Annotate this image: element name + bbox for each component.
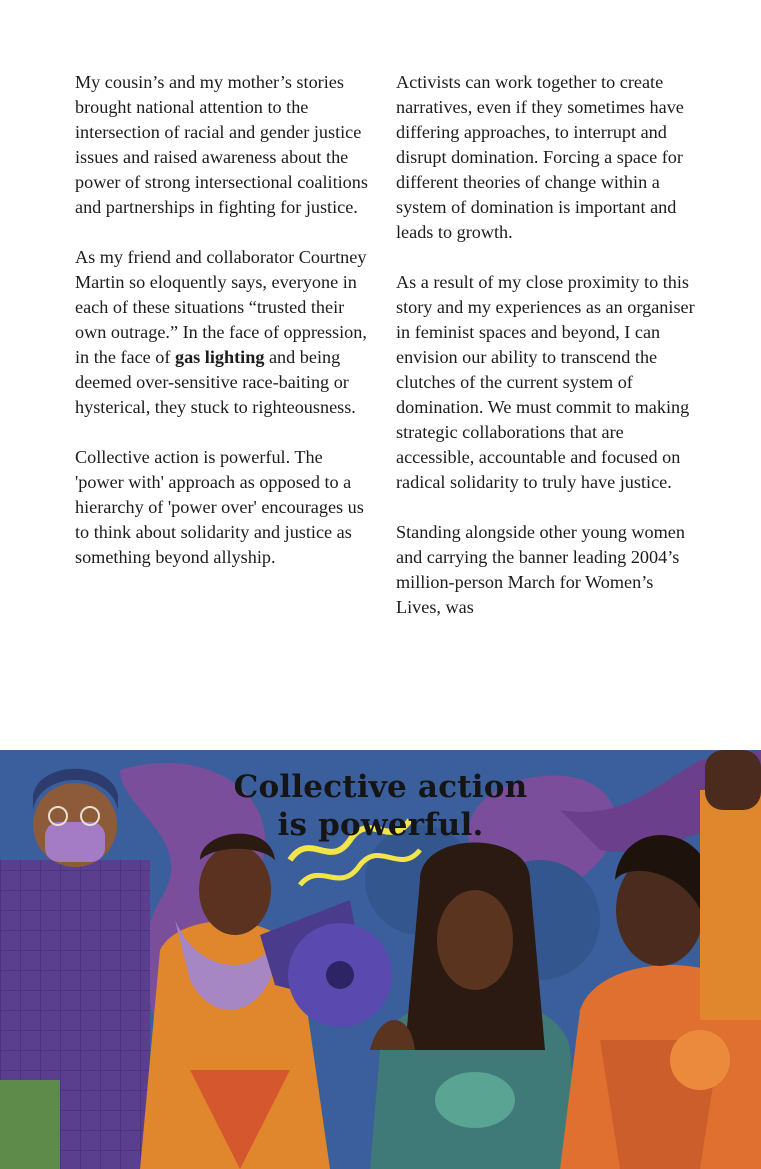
left-paragraph-3: Collective action is powerful. The 'power with' approach as opposed to a hierarchy of 'power over' encourages us to think about solidarity and justice as something beyond allyship. <box>75 447 364 567</box>
megaphone-center <box>326 961 354 989</box>
left-paragraph-2 <box>75 245 375 420</box>
left-pants <box>0 1080 60 1169</box>
left-paragraph-2-start: As my friend and collaborator Courtney Martin so eloquently says, everyone in each of these situations “trusted their own outrage.” In the face of oppression, in the face of <box>75 247 367 367</box>
gas-lighting-emphasis: gas lighting <box>174 347 265 367</box>
megaphone-person-face <box>199 845 271 935</box>
headline-line-1: Collective action <box>233 769 528 805</box>
center-woman-face <box>437 890 513 990</box>
right-paragraph-2: As a result of my close proximity to this story and my experiences as an organiser in feminist spaces and beyond, I can envision our ability to transcend the clutches of the current system of domination. We must commit to making strategic collaborations that are accessible, accountable and focused on radical solidarity to truly have justice. <box>396 272 695 492</box>
right-paragraph-1: Activists can work together to create narratives, even if they sometimes have differing approaches, to interrupt and disrupt domination. Forcing a space for different theories of change within a system of domination is important and leads to growth. <box>396 72 684 242</box>
illustration-headline <box>0 768 761 844</box>
left-paragraph-2-end: and being deemed over-sensitive race-baiting or hysterical, they stuck to righteousness. <box>75 347 356 417</box>
right-paragraph-3: Standing alongside other young women and carrying the banner leading 2004’s million-person March for Women’s Lives, was <box>396 522 685 617</box>
left-paragraph-1: My cousin’s and my mother’s stories brought national attention to the intersection of racial and gender justice issues and raised awareness about the power of strong intersectional coalitions and partnerships in fighting for justice. <box>75 72 368 217</box>
left-text-column <box>75 70 375 595</box>
right-text-column <box>396 70 696 645</box>
sweater-patch <box>435 1072 515 1128</box>
headline-line-2: is powerful. <box>277 807 484 843</box>
protest-illustration <box>0 750 761 1169</box>
top-dot <box>670 1030 730 1090</box>
